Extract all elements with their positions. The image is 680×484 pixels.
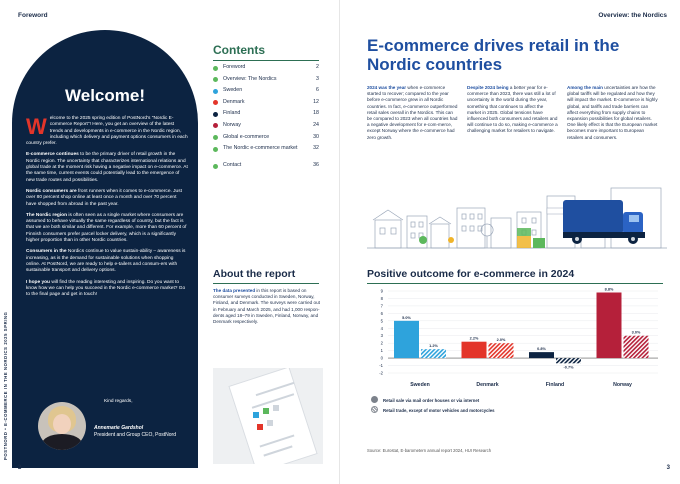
data-label: -0.7% <box>563 365 574 370</box>
chart-title: Positive outcome for e-commerce in 2024 <box>367 268 575 280</box>
toc-item[interactable] <box>213 162 319 174</box>
toc-bullet-icon <box>213 112 218 117</box>
toc-item[interactable] <box>213 145 319 162</box>
toc-item-label: The Nordic e-commerce market <box>223 145 298 152</box>
toc-item-label: Norway <box>223 121 241 128</box>
legend-label: Retail sale via mail order houses or via internet <box>383 397 480 403</box>
signature-block <box>94 425 176 438</box>
toc-item-page: 3 <box>316 75 319 82</box>
welcome-intro: Welcome to the 2025 spring edition of PostNord's "Nordic E-commerce Report"! Here, you get an overview of the latest trends and developments in e-commerce in the Nordic region, including which delivery and payment options consumers in each country prefer. <box>26 114 188 147</box>
welcome-paragraph: The Nordic region is often seen as a single market where consumers are assumed to behave virtually the same regardless of country, but the fact is that we are both similar and different. For example, more than 60 percent of Finnish consumers prefer parcel locker delivery, which is a significantly higher proportion than in other Nordic countries. <box>26 212 187 244</box>
toc-item[interactable] <box>213 110 319 122</box>
legend-item <box>371 406 661 416</box>
y-tick-label: 8 <box>380 295 383 301</box>
ceo-photo <box>38 402 86 450</box>
toc-bullet-icon <box>213 123 218 128</box>
bar <box>421 349 446 358</box>
chart-source: Source: Eurostat, E-barometern annual report 2024, HUI Research <box>367 448 492 453</box>
table-of-contents <box>213 64 319 174</box>
toc-item-label: Contact <box>223 162 242 169</box>
toc-item-label: Sweden <box>223 87 243 94</box>
welcome-paragraph: Consumers in the Nordics continue to value sustain-ability – awareness is increasing, as is the demand for sustainable solutions when shopping online. At PostNord, we are ready to help e-tailers and consum-ers with sustainable transport and delivery options. <box>26 249 186 274</box>
toc-item-page: 2 <box>316 64 319 70</box>
toc-item-label: Finland <box>223 110 241 117</box>
divider <box>367 283 663 284</box>
data-label: 3.0% <box>631 330 641 335</box>
toc-bullet-icon <box>213 147 218 152</box>
city-delivery-illustration <box>367 178 667 250</box>
data-label: 2.0% <box>496 338 506 343</box>
legend-swatch <box>371 396 378 403</box>
bar <box>489 343 514 358</box>
bar <box>529 352 554 358</box>
survey-illustration <box>213 368 323 464</box>
data-label: 0.8% <box>537 347 546 352</box>
body-column-3: Among the main uncertainties are how the global tariffs will be regulated and how they will impact the market. E-commerce is highly global, and tariffs and trade barriers can affect everything from supply chains to expansion possibilities for global retailers. One likely effect is that the European market becomes more important to European retailers and consumers. <box>567 85 658 140</box>
data-label: 5.0% <box>402 315 411 320</box>
body-column-1: 2024 was the year when e-commerce started to recover; compared to the year before e-commerce grew in all Nordic countries. In fact, e-commerce outperformed retail sales overall in the Nordics. This can be compared to 2023 when all countries had a negative development for e-com-merce, except Norway where the e-commerce had zero growth. <box>367 85 458 140</box>
spine-text: POSTNORD • E-COMMERCE IN THE NORDICS 2025 SPRING <box>3 311 8 460</box>
toc-item-label: Denmark <box>223 98 245 105</box>
legend-swatch <box>371 406 378 413</box>
chart-legend <box>371 396 661 416</box>
data-label: 2.2% <box>469 336 479 341</box>
y-tick-label: 5 <box>380 318 383 324</box>
dropcap: W <box>26 114 47 139</box>
toc-bullet-icon <box>213 135 218 140</box>
signer-title: President and Group CEO, PostNord <box>94 431 176 438</box>
y-tick-label: -2 <box>379 370 383 376</box>
welcome-paragraph: E-commerce continues to be the primary driver of retail growth in the Nordic region. The uncertainty that characterizes international relations and global trade at the moment risk having a negative impact on e-commerce. At the same time, current events could potentially lead to the emergence of new trade routes and possibilities. <box>26 152 188 183</box>
data-label: 8.8% <box>604 287 614 292</box>
x-category-label: Finland <box>545 382 565 388</box>
toc-item-page: 18 <box>313 110 319 117</box>
welcome-body <box>26 116 188 303</box>
toc-bullet-icon <box>213 77 218 82</box>
page-number-right: 3 <box>666 465 670 471</box>
divider <box>213 60 319 61</box>
bar <box>624 336 649 358</box>
running-head-right: Overview: the Nordics <box>598 12 667 19</box>
bar <box>462 342 487 358</box>
y-tick-label: 6 <box>380 310 383 316</box>
toc-bullet-icon <box>213 100 218 105</box>
data-label: 1.2% <box>429 344 438 349</box>
toc-item-page: 6 <box>316 87 319 94</box>
welcome-paragraph: I hope you will find the reading interesting and inspiring. Do you want to know how we can help you succeed in the Nordic e-commerce market? Go to the final page and get in touch! <box>26 279 186 298</box>
growth-bar-chart <box>362 285 664 390</box>
x-category-label: Denmark <box>476 382 499 388</box>
toc-item[interactable] <box>213 87 319 99</box>
about-title: About the report <box>213 268 296 280</box>
toc-bullet-icon <box>213 164 218 169</box>
welcome-title: Welcome! <box>65 86 145 105</box>
legend-label: Retail trade, except of motor vehicles and motorcycles <box>383 407 495 413</box>
running-head-left: Foreword <box>18 12 48 19</box>
about-body: The data presented in this report is based on consumer surveys conducted in Sweden, Norway, Finland, and Denmark. The surveys were carried out in February and March 2025, and had 1,000 respon-dents aged 18–79 in Sweden, Finland, Norway, and Denmark respectively. <box>213 288 320 325</box>
body-column-2: Despite 2024 being a better year for e-commerce than 2023, there was still a lot of uncertainty in the world during the year, something that continues to affect the market in 2025. Global tensions have influenced both consumers and retailers and will continue to do so, making e-commerce a challenging market for retailers to navigate. <box>467 85 558 134</box>
toc-item-page: 32 <box>313 145 319 152</box>
toc-item-label: Foreword <box>223 64 246 70</box>
toc-item[interactable] <box>213 64 319 76</box>
toc-item-page: 36 <box>313 162 319 169</box>
bar <box>556 358 581 363</box>
toc-bullet-icon <box>213 89 218 94</box>
toc-item-page: 12 <box>313 98 319 105</box>
toc-item-page: 24 <box>313 121 319 128</box>
bar <box>394 321 419 358</box>
divider <box>213 283 319 284</box>
closing: Kind regards, <box>104 399 133 404</box>
y-tick-label: -1 <box>379 363 383 369</box>
headline: E-commerce drives retail in the Nordic countries <box>367 36 620 74</box>
right-page <box>340 0 680 484</box>
y-tick-label: 1 <box>380 348 383 354</box>
y-tick-label: 3 <box>380 333 383 339</box>
legend-item <box>371 396 661 406</box>
toc-bullet-icon <box>213 66 218 71</box>
toc-item-page: 30 <box>313 133 319 140</box>
y-tick-label: 7 <box>380 303 383 309</box>
toc-item[interactable] <box>213 134 319 146</box>
contents-title: Contents <box>213 43 265 57</box>
y-tick-label: 0 <box>380 355 383 361</box>
x-category-label: Sweden <box>410 382 430 388</box>
toc-item-label: Overview: The Nordics <box>223 75 277 82</box>
x-category-label: Norway <box>613 382 632 388</box>
toc-item[interactable] <box>213 122 319 134</box>
page-number-left: 2 <box>18 465 22 471</box>
welcome-paragraph: Nordic consumers are front runners when it comes to e-commerce. Just over 80 percent shop online at least once a month and over 70 percent have shopped from abroad in the past year. <box>26 188 182 207</box>
y-tick-label: 4 <box>380 325 383 331</box>
toc-item[interactable] <box>213 76 319 88</box>
bar <box>597 292 622 358</box>
welcome-panel <box>12 30 198 468</box>
y-tick-label: 9 <box>380 288 383 294</box>
toc-item-label: Global e-commerce <box>223 133 270 140</box>
y-tick-label: 2 <box>380 340 383 346</box>
toc-item[interactable] <box>213 99 319 111</box>
signer-name: Annemarie Gardshol <box>94 425 144 431</box>
